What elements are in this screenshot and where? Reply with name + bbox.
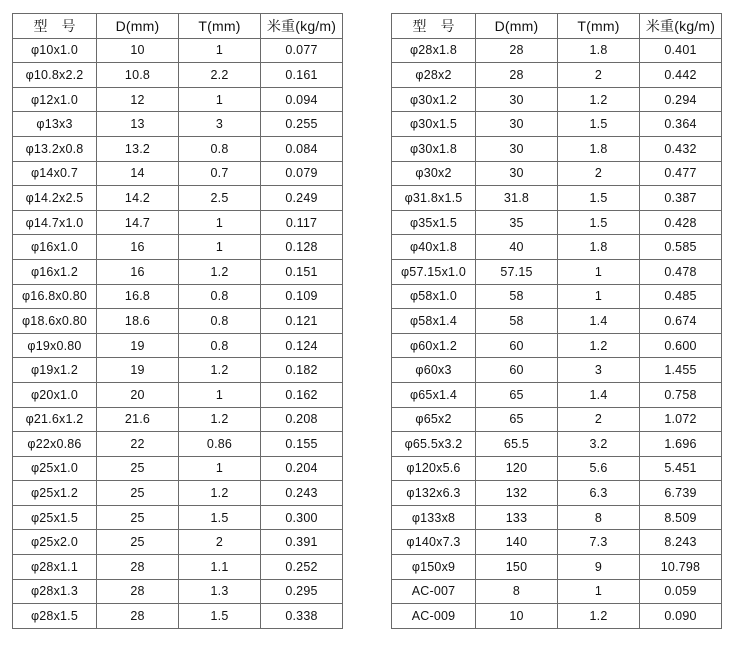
- table-row: [13, 259, 343, 284]
- cell-diameter: 14.2: [97, 186, 179, 211]
- cell-diameter: 65: [476, 407, 558, 432]
- cell-diameter: 25: [97, 505, 179, 530]
- cell-weight: 1.072: [640, 407, 722, 432]
- cell-model: φ14.2x2.5: [13, 186, 97, 211]
- cell-thickness: 1.5: [179, 604, 261, 629]
- cell-weight: 0.208: [261, 407, 343, 432]
- cell-weight: 0.255: [261, 112, 343, 137]
- cell-thickness: 1.4: [558, 309, 640, 334]
- cell-model: φ16.8x0.80: [13, 284, 97, 309]
- cell-thickness: 1.2: [558, 87, 640, 112]
- table-row: [13, 333, 343, 358]
- cell-weight: 0.674: [640, 309, 722, 334]
- cell-model: φ60x1.2: [392, 333, 476, 358]
- cell-diameter: 25: [97, 456, 179, 481]
- cell-thickness: 1.2: [179, 358, 261, 383]
- cell-model: φ57.15x1.0: [392, 259, 476, 284]
- cell-model: φ22x0.86: [13, 432, 97, 457]
- cell-weight: 0.364: [640, 112, 722, 137]
- cell-thickness: 1.5: [558, 186, 640, 211]
- cell-model: φ19x1.2: [13, 358, 97, 383]
- cell-thickness: 6.3: [558, 481, 640, 506]
- cell-weight: 0.478: [640, 259, 722, 284]
- cell-diameter: 19: [97, 333, 179, 358]
- cell-model: φ10.8x2.2: [13, 63, 97, 88]
- cell-diameter: 133: [476, 505, 558, 530]
- cell-model: φ30x1.8: [392, 136, 476, 161]
- cell-model: φ31.8x1.5: [392, 186, 476, 211]
- cell-diameter: 30: [476, 112, 558, 137]
- cell-weight: 0.391: [261, 530, 343, 555]
- cell-thickness: 0.8: [179, 333, 261, 358]
- cell-weight: 0.585: [640, 235, 722, 260]
- cell-thickness: 1.8: [558, 136, 640, 161]
- cell-diameter: 58: [476, 284, 558, 309]
- cell-weight: 0.155: [261, 432, 343, 457]
- cell-thickness: 1.8: [558, 38, 640, 63]
- cell-weight: 0.249: [261, 186, 343, 211]
- cell-weight: 0.428: [640, 210, 722, 235]
- table-row: [13, 530, 343, 555]
- cell-model: φ120x5.6: [392, 456, 476, 481]
- cell-model: φ30x1.2: [392, 87, 476, 112]
- cell-diameter: 25: [97, 530, 179, 555]
- cell-thickness: 2: [558, 407, 640, 432]
- table-row: [13, 38, 343, 63]
- cell-diameter: 140: [476, 530, 558, 555]
- table-row: [13, 161, 343, 186]
- cell-weight: 0.059: [640, 579, 722, 604]
- table-row: [392, 284, 722, 309]
- cell-model: AC-007: [392, 579, 476, 604]
- table-row: [13, 407, 343, 432]
- table-row: [392, 333, 722, 358]
- cell-diameter: 18.6: [97, 309, 179, 334]
- cell-diameter: 16: [97, 235, 179, 260]
- spec-table-left: [12, 13, 343, 629]
- cell-weight: 0.295: [261, 579, 343, 604]
- cell-diameter: 58: [476, 309, 558, 334]
- cell-weight: 0.300: [261, 505, 343, 530]
- cell-model: φ58x1.0: [392, 284, 476, 309]
- cell-thickness: 7.3: [558, 530, 640, 555]
- cell-weight: 0.128: [261, 235, 343, 260]
- cell-weight: 0.084: [261, 136, 343, 161]
- table-row: [392, 432, 722, 457]
- cell-diameter: 60: [476, 358, 558, 383]
- cell-thickness: 1.2: [179, 407, 261, 432]
- table-row: [13, 481, 343, 506]
- cell-thickness: 2.2: [179, 63, 261, 88]
- cell-weight: 0.161: [261, 63, 343, 88]
- cell-weight: 0.294: [640, 87, 722, 112]
- cell-diameter: 30: [476, 87, 558, 112]
- cell-thickness: 2: [558, 161, 640, 186]
- cell-thickness: 0.8: [179, 284, 261, 309]
- table-row: [392, 456, 722, 481]
- cell-model: φ12x1.0: [13, 87, 97, 112]
- cell-model: φ14x0.7: [13, 161, 97, 186]
- cell-diameter: 40: [476, 235, 558, 260]
- spec-table-right: [391, 13, 722, 629]
- cell-diameter: 28: [97, 604, 179, 629]
- table-row: [392, 309, 722, 334]
- cell-weight: 0.162: [261, 382, 343, 407]
- cell-thickness: 1: [558, 259, 640, 284]
- table-row: [13, 309, 343, 334]
- table-row: [392, 136, 722, 161]
- cell-thickness: 2: [179, 530, 261, 555]
- cell-model: φ19x0.80: [13, 333, 97, 358]
- cell-weight: 10.798: [640, 555, 722, 580]
- cell-diameter: 10.8: [97, 63, 179, 88]
- cell-thickness: 1.3: [179, 579, 261, 604]
- cell-diameter: 20: [97, 382, 179, 407]
- cell-thickness: 1: [558, 284, 640, 309]
- cell-thickness: 1: [558, 579, 640, 604]
- cell-weight: 0.477: [640, 161, 722, 186]
- header-weight: 米重(kg/m): [640, 14, 722, 39]
- cell-thickness: 1.8: [558, 235, 640, 260]
- cell-diameter: 150: [476, 555, 558, 580]
- cell-thickness: 1.2: [179, 259, 261, 284]
- table-row: [392, 38, 722, 63]
- cell-weight: 0.485: [640, 284, 722, 309]
- cell-thickness: 1.2: [558, 333, 640, 358]
- cell-diameter: 22: [97, 432, 179, 457]
- table-row: [392, 407, 722, 432]
- cell-model: φ132x6.3: [392, 481, 476, 506]
- cell-model: φ40x1.8: [392, 235, 476, 260]
- header-weight: 米重(kg/m): [261, 14, 343, 39]
- cell-diameter: 30: [476, 161, 558, 186]
- cell-thickness: 3: [179, 112, 261, 137]
- cell-model: φ20x1.0: [13, 382, 97, 407]
- cell-thickness: 3: [558, 358, 640, 383]
- table-row: [392, 235, 722, 260]
- cell-weight: 0.117: [261, 210, 343, 235]
- cell-diameter: 21.6: [97, 407, 179, 432]
- table-row: [13, 235, 343, 260]
- table-row: [392, 210, 722, 235]
- cell-diameter: 14.7: [97, 210, 179, 235]
- table-row: [392, 505, 722, 530]
- header-thickness: T(mm): [179, 14, 261, 39]
- table-body: [13, 38, 343, 628]
- cell-model: φ65x1.4: [392, 382, 476, 407]
- table-row: [13, 112, 343, 137]
- cell-thickness: 0.7: [179, 161, 261, 186]
- cell-diameter: 31.8: [476, 186, 558, 211]
- cell-model: AC-009: [392, 604, 476, 629]
- cell-thickness: 1: [179, 38, 261, 63]
- cell-model: φ25x2.0: [13, 530, 97, 555]
- cell-model: φ60x3: [392, 358, 476, 383]
- table-row: [392, 382, 722, 407]
- cell-model: φ140x7.3: [392, 530, 476, 555]
- cell-weight: 0.094: [261, 87, 343, 112]
- table-row: [13, 555, 343, 580]
- cell-thickness: 1: [179, 382, 261, 407]
- table-row: [13, 505, 343, 530]
- table-row: [392, 481, 722, 506]
- cell-diameter: 16: [97, 259, 179, 284]
- cell-model: φ10x1.0: [13, 38, 97, 63]
- cell-thickness: 0.8: [179, 309, 261, 334]
- table-row: [13, 604, 343, 629]
- cell-diameter: 65: [476, 382, 558, 407]
- cell-model: φ16x1.0: [13, 235, 97, 260]
- cell-diameter: 132: [476, 481, 558, 506]
- table-row: [392, 530, 722, 555]
- cell-model: φ28x1.8: [392, 38, 476, 63]
- cell-thickness: 0.8: [179, 136, 261, 161]
- cell-thickness: 8: [558, 505, 640, 530]
- table-row: [392, 87, 722, 112]
- cell-model: φ18.6x0.80: [13, 309, 97, 334]
- cell-diameter: 13.2: [97, 136, 179, 161]
- cell-weight: 0.109: [261, 284, 343, 309]
- table-row: [392, 358, 722, 383]
- table-row: [13, 382, 343, 407]
- cell-thickness: 5.6: [558, 456, 640, 481]
- table-row: [13, 432, 343, 457]
- cell-diameter: 28: [97, 579, 179, 604]
- cell-model: φ28x1.3: [13, 579, 97, 604]
- cell-model: φ30x1.5: [392, 112, 476, 137]
- table-row: [13, 284, 343, 309]
- cell-weight: 0.338: [261, 604, 343, 629]
- cell-diameter: 8: [476, 579, 558, 604]
- table-row: [392, 259, 722, 284]
- cell-thickness: 1.2: [558, 604, 640, 629]
- cell-thickness: 1.1: [179, 555, 261, 580]
- cell-thickness: 1.5: [558, 210, 640, 235]
- cell-diameter: 14: [97, 161, 179, 186]
- cell-model: φ25x1.5: [13, 505, 97, 530]
- cell-weight: 0.758: [640, 382, 722, 407]
- cell-model: φ14.7x1.0: [13, 210, 97, 235]
- cell-thickness: 2: [558, 63, 640, 88]
- cell-diameter: 10: [97, 38, 179, 63]
- cell-weight: 0.077: [261, 38, 343, 63]
- cell-model: φ30x2: [392, 161, 476, 186]
- table-row: [392, 112, 722, 137]
- header-row: [392, 14, 722, 39]
- table-row: [13, 456, 343, 481]
- cell-diameter: 35: [476, 210, 558, 235]
- cell-thickness: 9: [558, 555, 640, 580]
- cell-diameter: 13: [97, 112, 179, 137]
- cell-diameter: 30: [476, 136, 558, 161]
- cell-thickness: 1.5: [179, 505, 261, 530]
- cell-weight: 0.432: [640, 136, 722, 161]
- table-row: [13, 136, 343, 161]
- cell-weight: 8.243: [640, 530, 722, 555]
- cell-thickness: 2.5: [179, 186, 261, 211]
- cell-weight: 0.252: [261, 555, 343, 580]
- table-row: [392, 604, 722, 629]
- cell-weight: 0.387: [640, 186, 722, 211]
- cell-model: φ28x1.5: [13, 604, 97, 629]
- cell-model: φ25x1.0: [13, 456, 97, 481]
- cell-thickness: 1: [179, 235, 261, 260]
- cell-weight: 0.243: [261, 481, 343, 506]
- cell-model: φ65x2: [392, 407, 476, 432]
- cell-weight: 0.124: [261, 333, 343, 358]
- cell-diameter: 120: [476, 456, 558, 481]
- cell-thickness: 1.5: [558, 112, 640, 137]
- table-row: [13, 579, 343, 604]
- cell-thickness: 1: [179, 87, 261, 112]
- cell-diameter: 28: [476, 63, 558, 88]
- cell-weight: 1.455: [640, 358, 722, 383]
- cell-model: φ13.2x0.8: [13, 136, 97, 161]
- cell-weight: 0.600: [640, 333, 722, 358]
- cell-model: φ150x9: [392, 555, 476, 580]
- table-row: [392, 579, 722, 604]
- table-row: [392, 555, 722, 580]
- cell-diameter: 60: [476, 333, 558, 358]
- header-diameter: D(mm): [476, 14, 558, 39]
- cell-model: φ58x1.4: [392, 309, 476, 334]
- table-row: [13, 87, 343, 112]
- cell-model: φ16x1.2: [13, 259, 97, 284]
- cell-model: φ28x1.1: [13, 555, 97, 580]
- cell-thickness: 0.86: [179, 432, 261, 457]
- cell-weight: 0.204: [261, 456, 343, 481]
- table-row: [392, 63, 722, 88]
- table-row: [392, 186, 722, 211]
- cell-thickness: 1: [179, 210, 261, 235]
- cell-model: φ65.5x3.2: [392, 432, 476, 457]
- cell-thickness: 1.4: [558, 382, 640, 407]
- cell-diameter: 12: [97, 87, 179, 112]
- cell-model: φ21.6x1.2: [13, 407, 97, 432]
- cell-diameter: 57.15: [476, 259, 558, 284]
- cell-weight: 0.121: [261, 309, 343, 334]
- cell-weight: 0.401: [640, 38, 722, 63]
- cell-diameter: 28: [476, 38, 558, 63]
- cell-thickness: 1.2: [179, 481, 261, 506]
- header-thickness: T(mm): [558, 14, 640, 39]
- table-row: [13, 186, 343, 211]
- cell-thickness: 1: [179, 456, 261, 481]
- cell-model: φ25x1.2: [13, 481, 97, 506]
- cell-weight: 0.182: [261, 358, 343, 383]
- cell-weight: 6.739: [640, 481, 722, 506]
- cell-diameter: 28: [97, 555, 179, 580]
- table-row: [392, 161, 722, 186]
- header-diameter: D(mm): [97, 14, 179, 39]
- table-row: [13, 358, 343, 383]
- cell-model: φ133x8: [392, 505, 476, 530]
- header-model: 型号: [13, 14, 97, 39]
- cell-diameter: 19: [97, 358, 179, 383]
- cell-weight: 5.451: [640, 456, 722, 481]
- cell-weight: 0.090: [640, 604, 722, 629]
- cell-model: φ28x2: [392, 63, 476, 88]
- cell-weight: 1.696: [640, 432, 722, 457]
- table-body: [392, 38, 722, 628]
- cell-diameter: 10: [476, 604, 558, 629]
- cell-model: φ35x1.5: [392, 210, 476, 235]
- cell-diameter: 25: [97, 481, 179, 506]
- header-row: [13, 14, 343, 39]
- cell-model: φ13x3: [13, 112, 97, 137]
- cell-weight: 0.151: [261, 259, 343, 284]
- header-model: 型号: [392, 14, 476, 39]
- table-row: [13, 63, 343, 88]
- cell-weight: 0.442: [640, 63, 722, 88]
- cell-diameter: 65.5: [476, 432, 558, 457]
- cell-weight: 8.509: [640, 505, 722, 530]
- table-row: [13, 210, 343, 235]
- cell-diameter: 16.8: [97, 284, 179, 309]
- cell-weight: 0.079: [261, 161, 343, 186]
- cell-thickness: 3.2: [558, 432, 640, 457]
